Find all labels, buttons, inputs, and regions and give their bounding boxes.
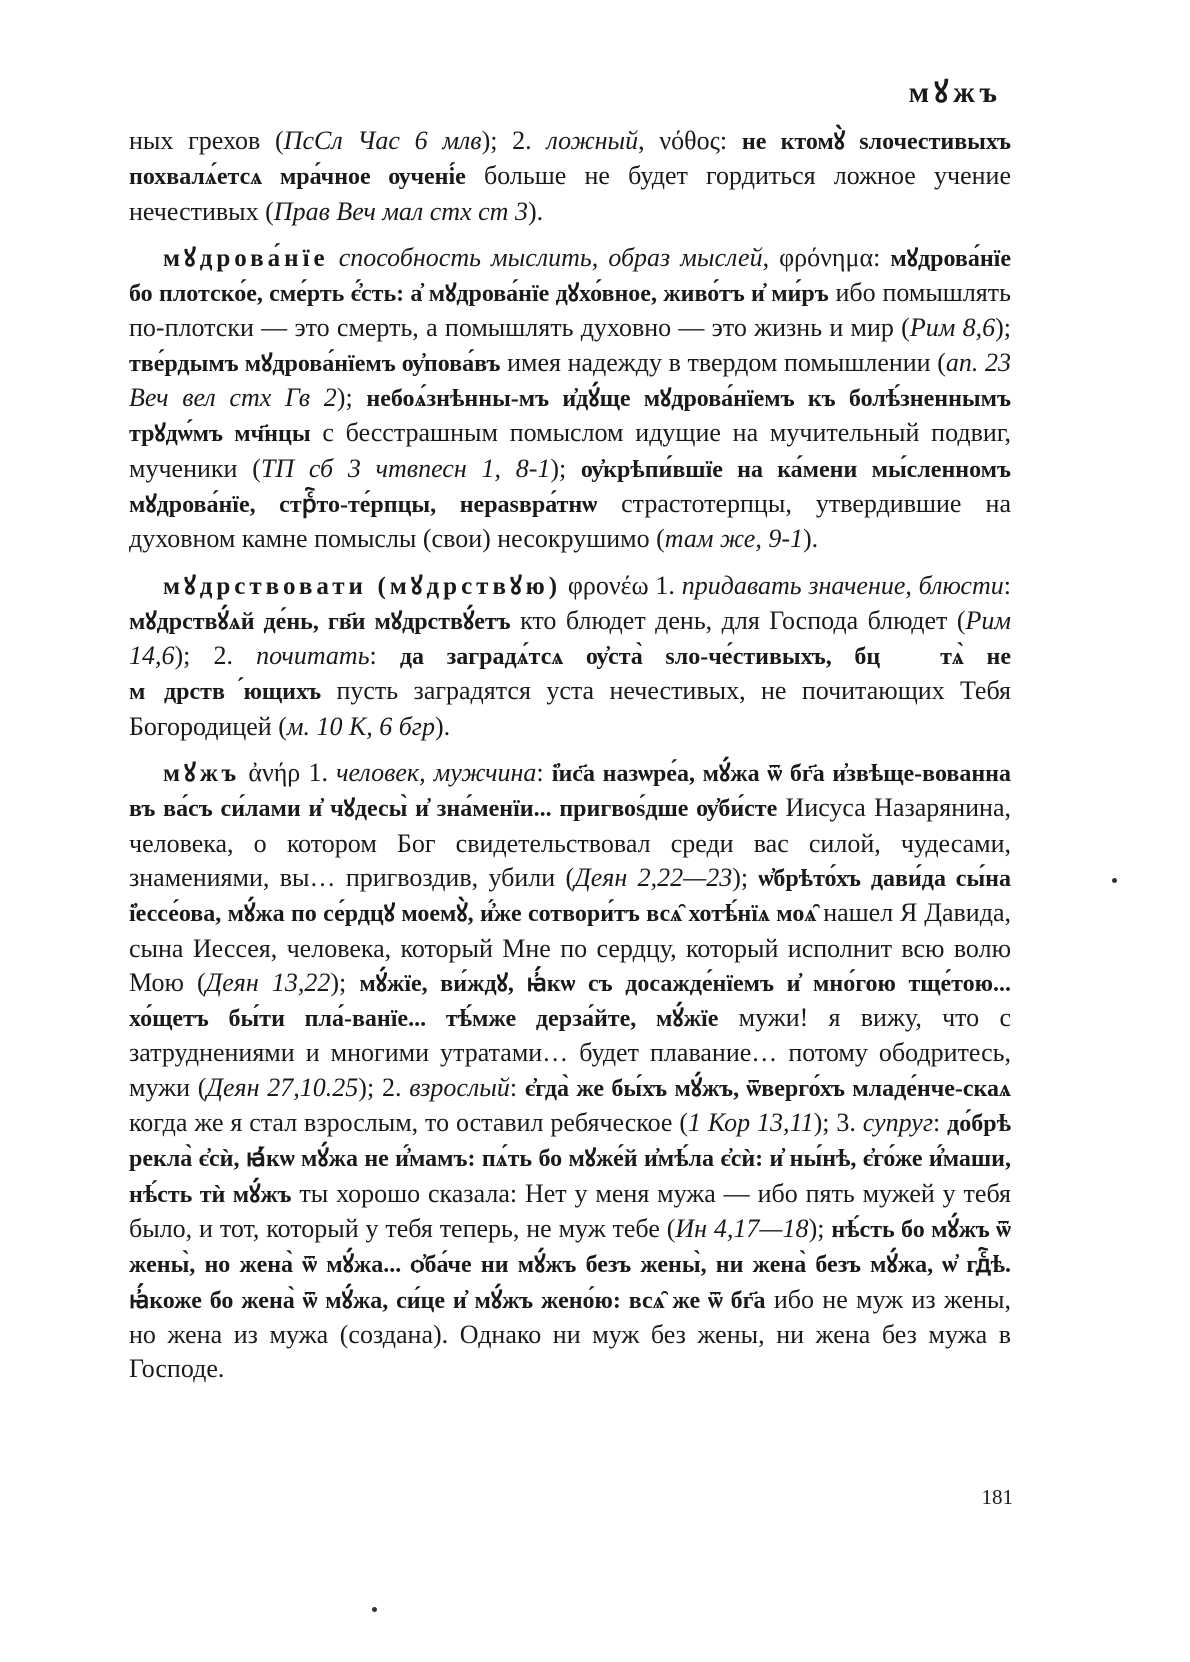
church-slavonic-run: ѡ҆брѣто́хъ дави́да сы́на і҆ессе́ова, мꙋ́жа по се́рдцꙋ моемꙋ̀, и҆́же сотвори́тъ всѧ̑ хотѣ́нїѧ моѧ̑: [129, 865, 1012, 928]
gloss-run: человек, мужчина: [336, 758, 537, 788]
church-slavonic-run: мꙋдрова́нїе бо плотско́е, сме́рть є҆́сть: а҆ мꙋдрова́нїе дꙋхо́вное, живо́тъ и҆ ми́ръ: [129, 245, 1011, 308]
text-run: :: [369, 641, 400, 671]
gloss-run: способность мыслить, образ мыслей: [328, 242, 763, 272]
gloss-run: взрослый: [409, 1072, 510, 1102]
text-run: когда же я стал взрослым, то оставил ребяческое (: [129, 1108, 688, 1138]
church-slavonic-run: ѹ҆крѣпи́вшїе на ка́мени мы́сленномъ мꙋдрова́нїе, стрⷭ҇то-те́рпцы, нераѕвра́тнѡ: [129, 456, 1011, 518]
text-run: кто блюдет день, для Господа блюдет (: [510, 605, 966, 635]
gloss-run: Деян 13,22: [205, 967, 331, 997]
church-slavonic-run: нѣ́сть бо мꙋ́жъ ѿ жены̀, но жена̀ ѿ мꙋ́жа... ѻ҆ба́че ни мꙋ́жъ безъ жены̀, ни жена̀ безъ мꙋ́жа, ѡ҆ гдⷭ҇ѣ. ꙗ҆́коже бо жена̀ ѿ мꙋ́жа, си́це и҆ мꙋ́жъ жено́ю: всѧ̑ же ѿ бг҃а: [129, 1216, 1011, 1314]
gloss-run: Ин 4,17—18: [675, 1213, 809, 1243]
text-run: ); 3.: [813, 1108, 863, 1138]
text-run: Иисуса Назарянина, человека, о котором Бог свидетельствовал среди вас силой, чудесами, знамениями, вы… пригвоздив, убили (: [129, 793, 1011, 892]
text-run: ных грехов (: [129, 126, 284, 155]
gloss-run: ТП сб 3 чтвпесн 1, 8-1: [260, 453, 551, 483]
text-run: ); 2.: [174, 641, 257, 671]
entry-mudrovanie: [129, 241, 1011, 557]
text-run: ты хорошо сказала: Нет у меня мужа — ибо пять мужей у тебя было, и тот, который у тебя теперь, не муж тебе (: [129, 1178, 1011, 1243]
text-run: );: [330, 967, 360, 997]
text-run: , νόθος:: [638, 126, 742, 155]
gloss-run: Рим 8,6: [909, 313, 996, 343]
church-slavonic-run: да заградѧ́тсѧ ѹ҆ста̀ ѕло-че́стивыхъ, бцⷣꙋ тѧ̀ не мꙋдрствꙋ́ющихъ: [129, 644, 1011, 706]
text-run: больше не будет гордиться ложное учение нечестивых (: [129, 161, 1012, 226]
text-run: мужи! я вижу, что с затруднениями и многими утратами… будет плавание… потому ободритесь, мужи (: [129, 1003, 1011, 1102]
gloss-run: придавать значение, блюсти: [681, 570, 1004, 600]
text-run: ибо не муж из жены, но жена из мужа (создана). Однако ни муж без жены, ни жена без мужа в Господе.: [129, 1284, 1011, 1384]
gloss-run: Деян 2,22—23: [574, 862, 733, 892]
text-run: ибо помышлять по-плотски — это смерть, а помышлять духовно — это жизнь и мир (: [129, 278, 1011, 343]
text-run: страстотерпцы, утвердившие на духовном камне помыслы (свои) несокрушимо (: [129, 488, 1011, 554]
text-run: ).: [527, 196, 544, 226]
entry-continuation: [129, 124, 1011, 229]
headword: мꙋжъ: [163, 760, 241, 788]
text-run: );: [732, 862, 759, 892]
gloss-run: Рим 14,6: [129, 605, 1011, 671]
dictionary-text: [129, 124, 1011, 1386]
church-slavonic-run: і҆ис҃а назѡре́а, мꙋ́жа ѿ бг҃а и҆звѣще-вованна въ ва́съ си́лами и҆ чꙋдесы̀ и҆ зна́менїи... пригвоѕ́дше ѹ҆би́сте: [129, 761, 1011, 823]
church-slavonic-run: мꙋдрствꙋ́ѧй де́нь, гв҃и мꙋдрствꙋ́етъ: [129, 608, 511, 635]
gloss-run: ПсСл Час 6 млв: [283, 126, 482, 155]
church-slavonic-run: не ктомꙋ̀ ѕлочестивыхъ похвалѧ́етсѧ мра́чное ѹчені́е: [129, 129, 1011, 191]
gloss-run: Прав Веч мал стх ст 3: [273, 196, 528, 226]
text-run: );: [995, 313, 1011, 343]
church-slavonic-run: мꙋ́жїе, ви́ждꙋ, ꙗ҆́кѡ съ досажде́нїемъ и҆ мно́гою тще́тою... хо́щетъ бы́ти пла́-ванїе... тѣ́мже дерза́йте, мꙋ́жїе: [129, 970, 1011, 1033]
text-run: :: [536, 758, 552, 788]
text-run: ).: [802, 524, 819, 554]
running-head: мꙋжъ: [908, 76, 1002, 109]
gloss-run: Деян 27,10.25: [206, 1072, 359, 1102]
text-run: :: [1003, 570, 1011, 600]
gloss-run: м. 10 К, 6 бгр: [286, 711, 435, 741]
text-run: φρονέω 1.: [561, 570, 682, 600]
gloss-run: там же, 9-1: [664, 524, 803, 554]
speck-right: [1112, 878, 1117, 883]
text-run: ); 2.: [358, 1072, 410, 1102]
text-run: ); 2.: [481, 126, 547, 155]
gloss-run: супруг: [862, 1108, 933, 1138]
text-run: нашел Я Давида, сына Иессея, человека, который Мне по сердцу, который исполнит всю волю Мою (: [129, 898, 1011, 997]
church-slavonic-run: є҆гда̀ же бы́хъ мꙋ́жъ, ѿверго́хъ младе́нче-скаѧ: [524, 1075, 1012, 1102]
speck-bottom: [372, 1607, 377, 1612]
church-slavonic-run: до́брѣ рекла̀ є҆сѝ, ꙗ҆́кѡ мꙋ́жа не и҆́мамъ: пѧ́ть бо мꙋже́й и҆мѣ́ла є҆сѝ: и҆ ны́нѣ, є҆го́же и҆́маши, нѣ́сть тѝ мꙋ́жъ: [129, 1111, 1011, 1208]
headword: мꙋдрствовати (мꙋдрствꙋю): [163, 572, 562, 600]
text-run: с бесстрашным помыслом идущие на мучительный подвиг, мученики (: [129, 418, 1011, 483]
text-run: имея надежду в твердом помышлении (: [500, 347, 946, 377]
text-run: ἀνήρ 1.: [240, 758, 337, 788]
text-run: ).: [434, 711, 451, 741]
headword: мꙋдрова́нїе: [163, 244, 329, 272]
church-slavonic-run: небоѧ́знѣнны-мъ и҆дꙋ́ще мꙋдрова́нїемъ къ болѣ́зненнымъ трꙋдѡ́мъ мч҃нцы: [129, 386, 1011, 448]
text-run: :: [933, 1108, 948, 1138]
text-run: пусть заградятся уста нечестивых, не почитающих Тебя Богородицей (: [129, 676, 1011, 741]
text-run: , φρόνημα:: [762, 242, 891, 272]
gloss-run: ложный: [546, 126, 639, 155]
gloss-run: 1 Кор 13,11: [688, 1108, 814, 1138]
text-run: );: [336, 383, 367, 413]
page-number: 181: [981, 1485, 1013, 1509]
entry-muzh: [129, 756, 1011, 1386]
text-run: :: [509, 1072, 525, 1102]
gloss-run: почитать: [256, 641, 370, 671]
church-slavonic-run: тве́рдымъ мꙋдрова́нїемъ ѹ҆пова́въ: [129, 350, 501, 377]
entry-mudrstvovati: [129, 569, 1011, 744]
gloss-run: ап. 23 Веч вел стх Гв 2: [129, 347, 1011, 413]
text-run: );: [808, 1213, 832, 1243]
text-run: );: [550, 453, 582, 483]
